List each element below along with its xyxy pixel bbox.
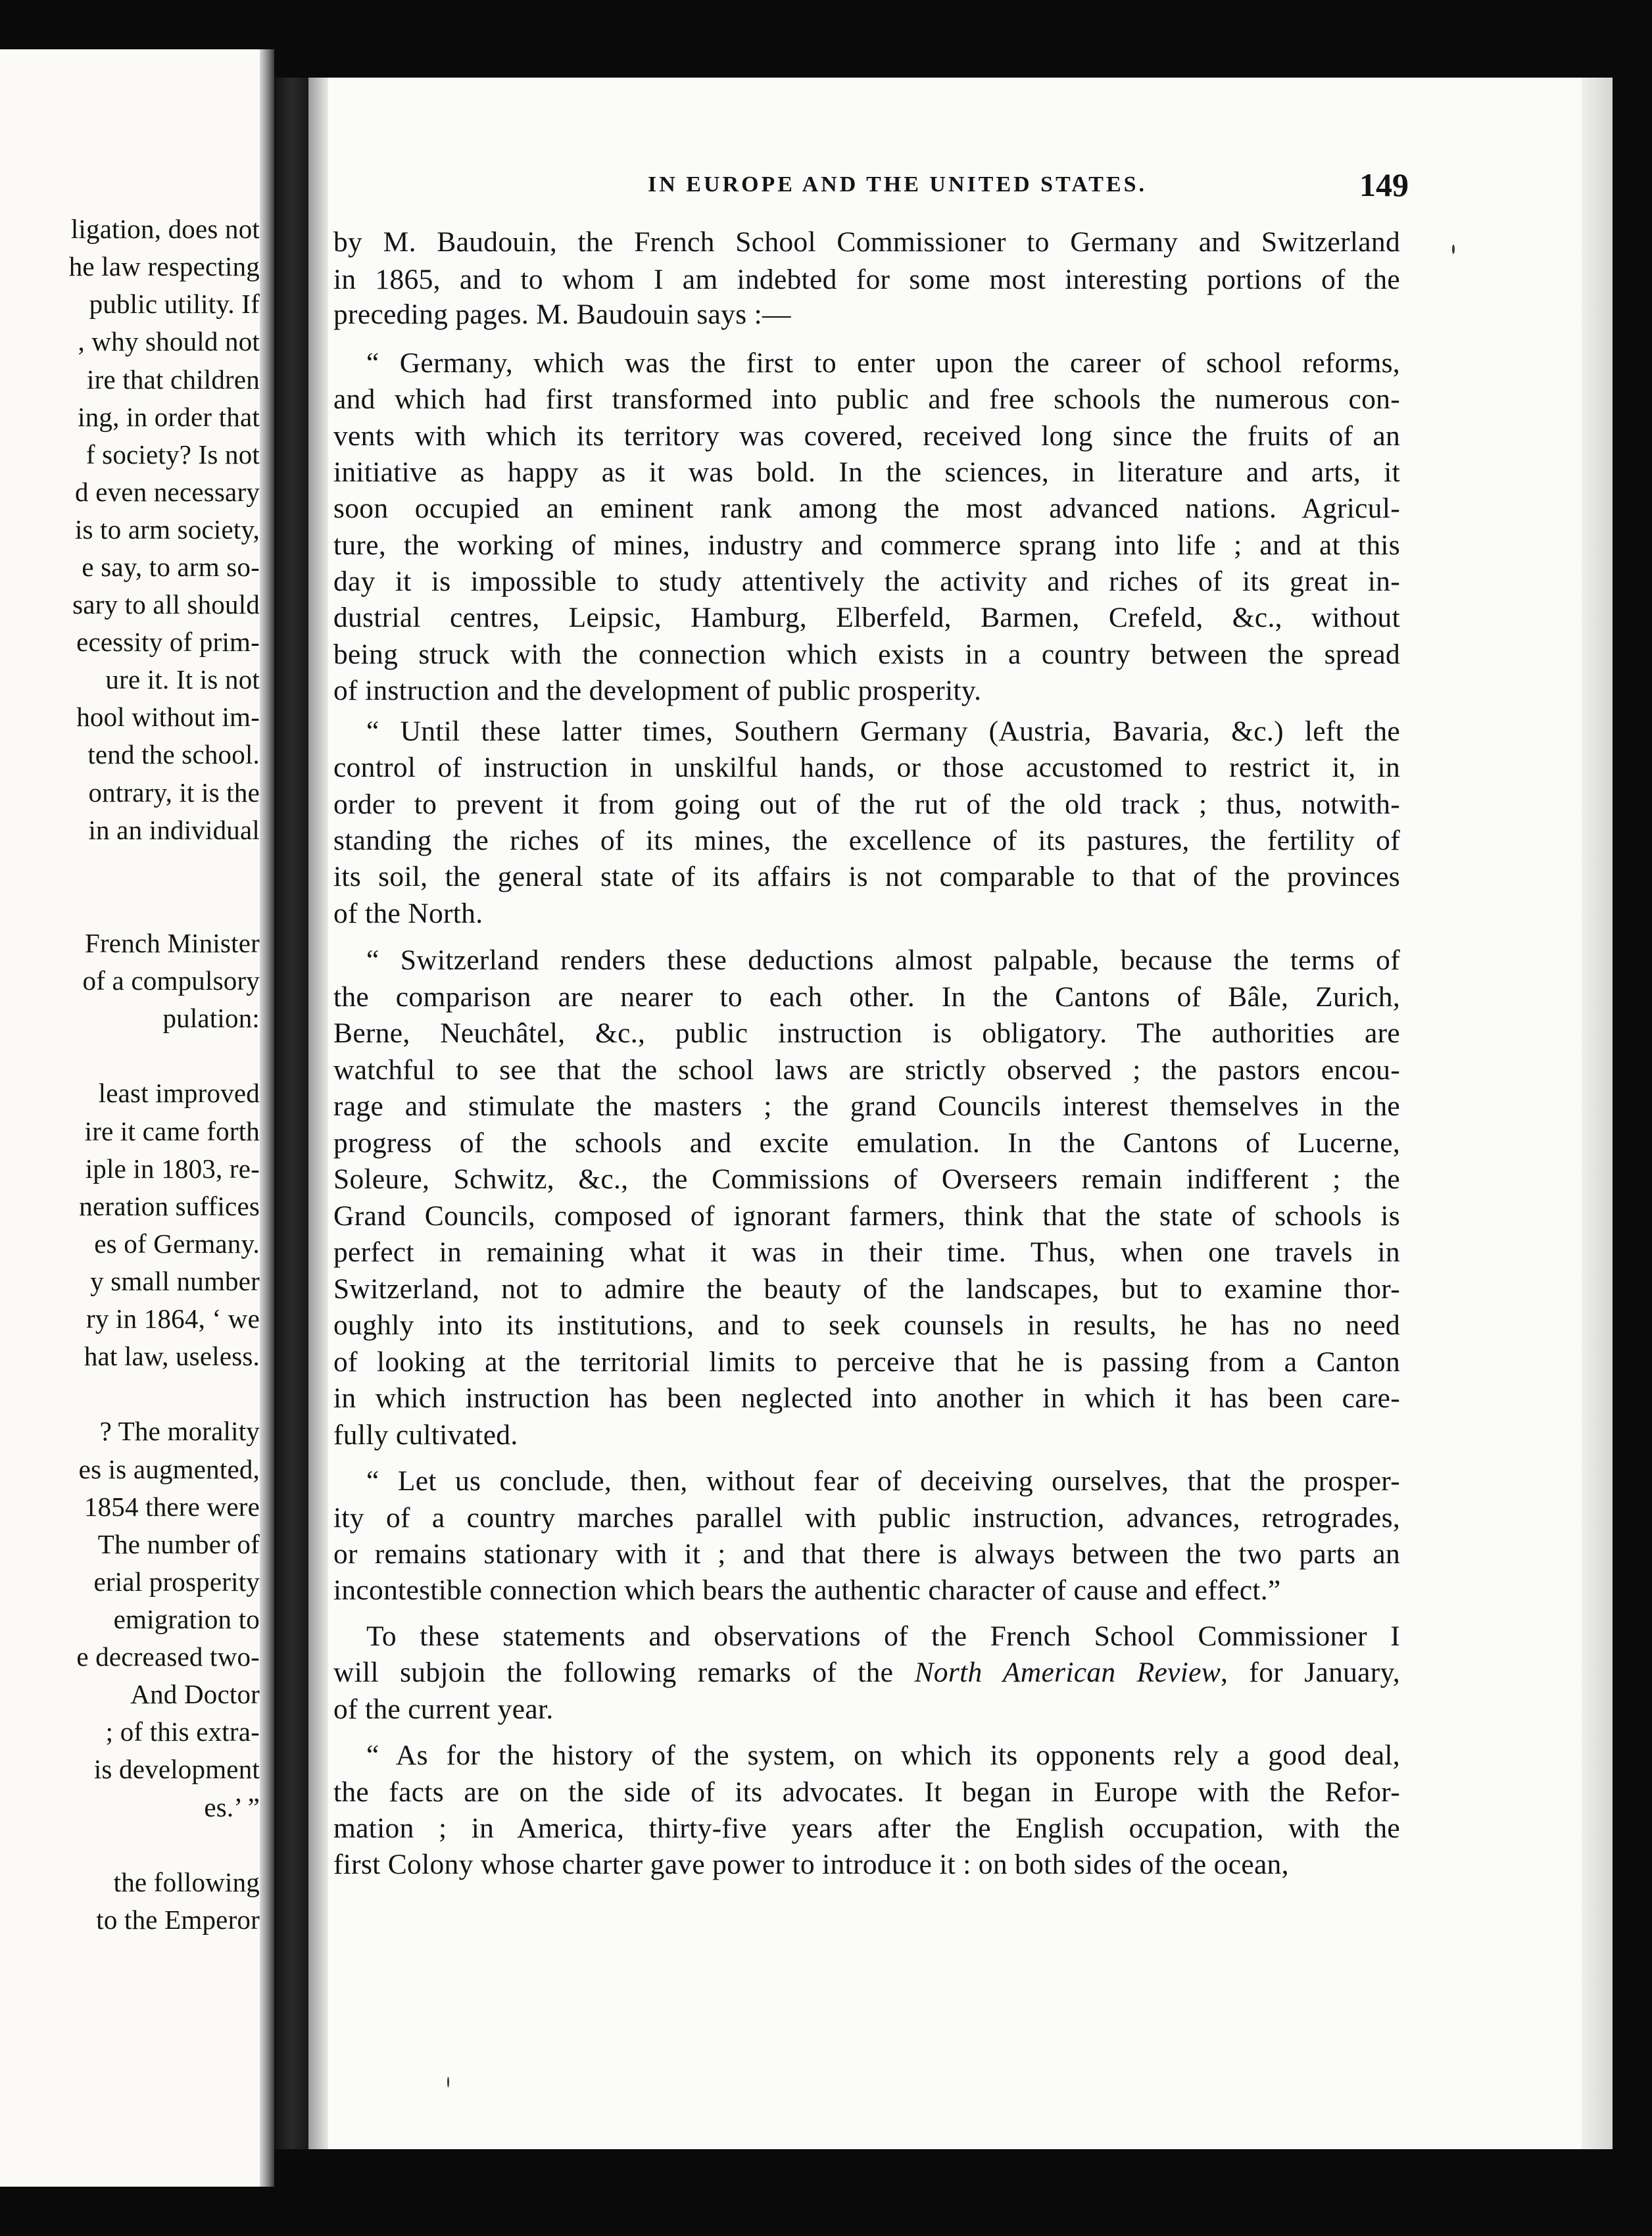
text-line: mation ; in America, thirty-five years after the English occupation, with the [333, 1812, 1400, 1844]
text-line: day it is impossible to study attentively the activity and riches of its great in- [333, 566, 1400, 597]
text-line: “ Switzerland renders these deductions almost palpable, because the terms of [366, 944, 1400, 976]
left-page-line: of a compulsory [82, 965, 260, 996]
left-page-line: ontrary, it is the [88, 777, 260, 808]
left-page-line: , why should not [78, 326, 260, 356]
left-page-line: tend the school. [87, 739, 260, 769]
book-spine [274, 78, 308, 2149]
text-line: progress of the schools and excite emulation. In the Cantons of Lucerne, [333, 1127, 1400, 1159]
left-page-line: And Doctor [130, 1679, 260, 1709]
text-line: ity of a country marches parallel with public instruction, advances, retrogrades, [333, 1502, 1400, 1534]
left-page-line: ; of this extra- [105, 1716, 260, 1747]
left-page-line: f society? Is not [85, 439, 260, 470]
left-page-line: emigration to [113, 1604, 260, 1634]
gutter-shadow [308, 78, 328, 2149]
left-page-line: iple in 1803, re- [85, 1154, 260, 1184]
text-line: first Colony whose charter gave power to introduce it : on both sides of the ocean, [333, 1849, 1289, 1880]
text-line: Switzerland, not to admire the beauty of the landscapes, but to examine thor- [333, 1273, 1400, 1305]
text-line: “ Germany, which was the first to enter upon the career of school reforms, [366, 347, 1400, 379]
text-line: of the North. [333, 898, 483, 929]
text-line: Berne, Neuchâtel, &c., public instruction is obligatory. The authorities are [333, 1017, 1400, 1049]
left-page-line: least improved [98, 1078, 260, 1108]
text-line: watchful to see that the school laws are strictly observed ; the pastors encou- [333, 1054, 1400, 1086]
text-line: being struck with the connection which exists in a country between the spread [333, 639, 1400, 670]
left-page-line: French Minister [84, 928, 260, 958]
text-line: perfect in remaining what it was in their time. Thus, when one travels in [333, 1236, 1400, 1268]
left-page-line: ire it came forth [84, 1116, 260, 1146]
left-page-line: to the Emperor [96, 1905, 260, 1935]
text-line: “ Let us conclude, then, without fear of deceiving ourselves, that the prosper- [366, 1465, 1400, 1497]
left-page-line: e decreased two- [76, 1641, 260, 1672]
text-line: order to prevent it from going out of the rut of the old track ; thus, notwith- [333, 789, 1400, 820]
specks [447, 2077, 449, 2087]
text-line: and which had first transformed into public and free schools the numerous con- [333, 383, 1400, 415]
left-page-line: is development [93, 1754, 260, 1784]
left-page-line: es is augmented, [78, 1454, 260, 1484]
left-page [0, 49, 260, 2187]
text-line: or remains stationary with it ; and that there is always between the two parts an [333, 1538, 1400, 1570]
specks [1452, 245, 1455, 254]
left-page-line: The number of [97, 1529, 260, 1559]
left-page-line: in an individual [88, 815, 260, 845]
left-page-line: es.’ ” [204, 1792, 260, 1822]
left-page-line: sary to all should [72, 589, 260, 620]
text-line: the facts are on the side of its advocates. It began in Europe with the Refor- [333, 1776, 1400, 1808]
text-line: the comparison are nearer to each other. In the Cantons of Bâle, Zurich, [333, 981, 1400, 1013]
left-page-line: ry in 1864, ‘ we [86, 1303, 260, 1334]
text-line: incontestible connection which bears the authentic character of cause and effect.” [333, 1574, 1281, 1606]
left-page-line: ? The morality [99, 1416, 260, 1446]
left-page-line: ure it. It is not [105, 664, 260, 694]
right-page-edge [1582, 78, 1613, 2149]
left-page-line: ire that children [87, 364, 260, 395]
left-page-line: is to arm society, [74, 514, 260, 545]
left-page-line: ecessity of prim- [76, 627, 260, 657]
text-line: of instruction and the development of public prosperity. [333, 675, 982, 706]
left-page-line: hat law, useless. [84, 1341, 260, 1371]
text-line: oughly into its institutions, and to seek counsels in results, he has no need [333, 1309, 1400, 1341]
text-line: will subjoin the following remarks of the North American Review, for January, [333, 1657, 1400, 1688]
text-line: Grand Councils, composed of ignorant farmers, think that the state of schools is [333, 1200, 1400, 1232]
text-line: “ As for the history of the system, on which its opponents rely a good deal, [366, 1739, 1400, 1771]
text-line: soon occupied an eminent rank among the most advanced nations. Agricul- [333, 493, 1400, 524]
left-page-line: hool without im- [76, 702, 260, 732]
left-page-line: y small number [90, 1266, 260, 1296]
left-page-line: pulation: [162, 1003, 260, 1033]
text-line: initiative as happy as it was bold. In the sciences, in literature and arts, it [333, 456, 1400, 488]
text-line: its soil, the general state of its affairs is not comparable to that of the provinces [333, 861, 1400, 892]
text-line: by M. Baudouin, the French School Commissioner to Germany and Switzerland [333, 226, 1400, 258]
text-line: To these statements and observations of the French School Commissioner I [366, 1620, 1400, 1652]
text-line: rage and stimulate the masters ; the grand Councils interest themselves in the [333, 1090, 1400, 1122]
left-page-line: e say, to arm so- [82, 552, 260, 582]
left-page-line: neration suffices [79, 1191, 260, 1221]
text-line: vents with which its territory was covered, received long since the fruits of an [333, 420, 1400, 452]
left-page-line: ligation, does not [70, 214, 260, 244]
left-page-line: he law respecting [68, 251, 260, 281]
left-page-edge [260, 49, 274, 2187]
text-line: in which instruction has been neglected into another in which it has been care- [333, 1382, 1400, 1414]
text-line: Soleure, Schwitz, &c., the Commissions of Overseers remain indifferent ; the [333, 1163, 1400, 1195]
text-line: in 1865, and to whom I am indebted for some most interesting portions of the [333, 264, 1400, 295]
text-line: preceding pages. M. Baudouin says :— [333, 299, 791, 330]
left-page-line: public utility. If [89, 289, 260, 319]
left-page-line: d even necessary [75, 477, 260, 507]
text-line: standing the riches of its mines, the excellence of its pastures, the fertility of [333, 825, 1400, 856]
text-line: of the current year. [333, 1693, 554, 1725]
text-line: “ Until these latter times, Southern Germany (Austria, Bavaria, &c.) left the [366, 716, 1400, 747]
left-page-line: es of Germany. [94, 1228, 260, 1259]
running-head: IN EUROPE AND THE UNITED STATES. [648, 172, 1148, 197]
text-line: control of instruction in unskilful hands, or those accustomed to restrict it, in [333, 752, 1400, 783]
text-line: ture, the working of mines, industry and commerce sprang into life ; and at this [333, 529, 1400, 561]
text-line: fully cultivated. [333, 1419, 518, 1451]
page-number: 149 [1359, 166, 1409, 203]
text-line: dustrial centres, Leipsic, Hamburg, Elberfeld, Barmen, Crefeld, &c., without [333, 602, 1400, 633]
left-page-line: 1854 there were [84, 1492, 260, 1522]
left-page-line: erial prosperity [93, 1567, 260, 1597]
text-line: of looking at the territorial limits to perceive that he is passing from a Canton [333, 1346, 1400, 1378]
left-page-line: the following [113, 1867, 260, 1897]
left-page-line: ing, in order that [78, 402, 260, 432]
